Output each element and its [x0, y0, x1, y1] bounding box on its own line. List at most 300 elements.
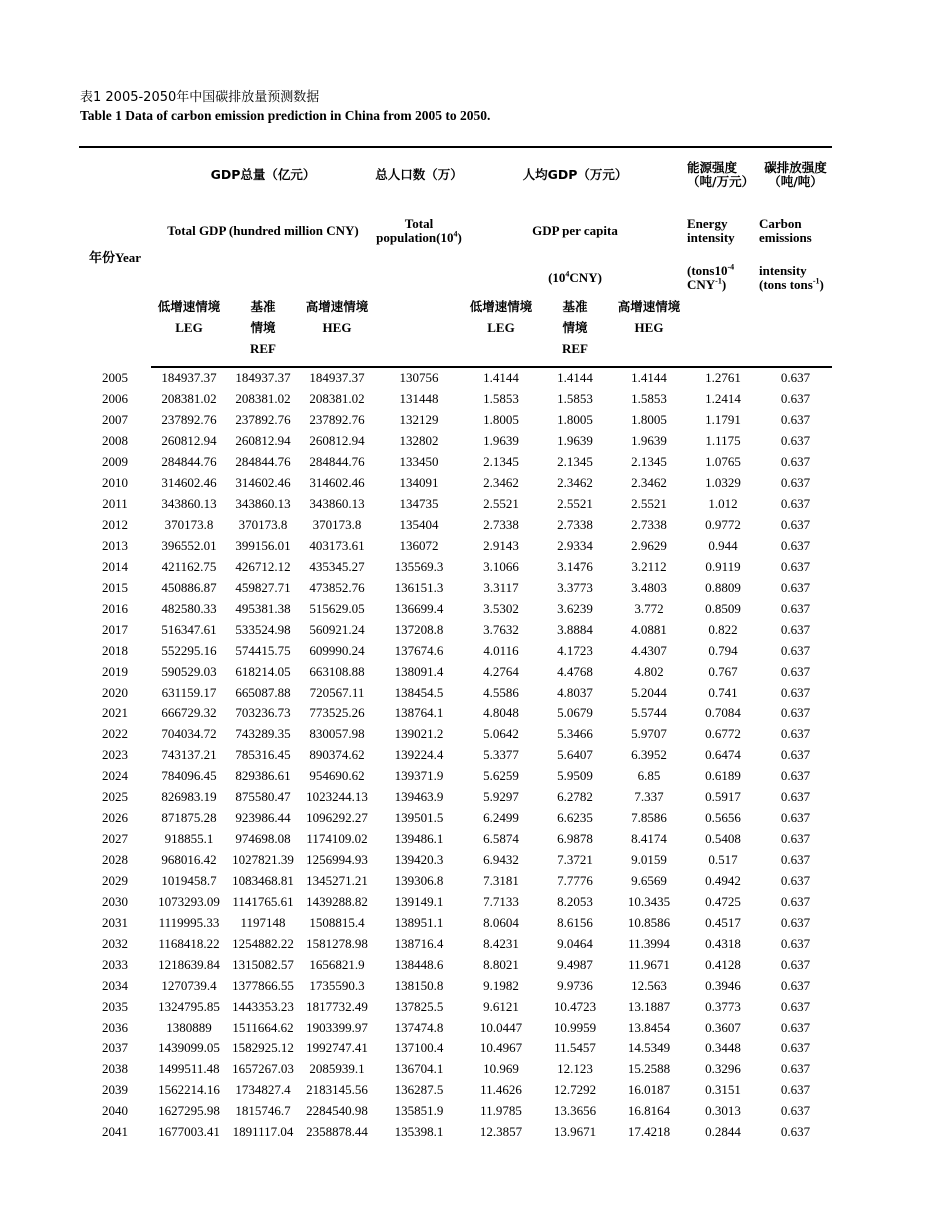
year-cell: 2018	[102, 642, 128, 658]
table-row	[79, 661, 832, 682]
value-cell: 4.8048	[483, 705, 519, 721]
value-cell: 11.9671	[628, 956, 670, 972]
value-cell: 0.6474	[705, 747, 741, 763]
value-cell: 0.637	[780, 831, 811, 847]
value-cell: 135569.3	[394, 558, 444, 574]
value-cell: 3.772	[634, 600, 664, 616]
year-cell: 2017	[102, 621, 128, 637]
value-cell: 1.5853	[483, 391, 519, 407]
value-cell: 0.637	[780, 893, 811, 909]
value-cell: 1508815.4	[309, 914, 365, 930]
table-row	[79, 494, 832, 515]
value-cell: 2.1345	[557, 454, 593, 470]
value-cell: 875580.47	[235, 789, 291, 805]
value-cell: 135404	[399, 517, 439, 533]
year-cell: 2005	[102, 369, 128, 385]
value-cell: 1443353.23	[232, 998, 294, 1014]
value-cell: 184937.37	[309, 370, 365, 386]
value-cell: 9.6569	[631, 872, 667, 888]
value-cell: 13.8454	[627, 1019, 671, 1035]
value-cell: 3.5302	[483, 600, 519, 616]
value-cell: 516347.61	[161, 621, 217, 637]
value-cell: 1.2761	[705, 370, 741, 386]
value-cell: 136287.5	[394, 1082, 444, 1098]
year-cell: 2010	[102, 475, 128, 491]
table-row	[79, 996, 832, 1017]
value-cell: 1.0329	[705, 475, 741, 491]
value-cell: 1627295.98	[158, 1103, 220, 1119]
value-cell: 1.9639	[631, 433, 667, 449]
value-cell: 3.3117	[483, 579, 519, 595]
value-cell: 138716.4	[394, 935, 444, 951]
value-cell: 131448	[399, 391, 439, 407]
value-cell: 138951.1	[394, 914, 444, 930]
value-cell: 6.5874	[483, 831, 519, 847]
table-row	[79, 724, 832, 745]
value-cell: 459827.71	[235, 579, 291, 595]
value-cell: 2358878.44	[306, 1124, 368, 1140]
value-cell: 6.2499	[483, 810, 519, 826]
value-cell: 5.3377	[483, 747, 519, 763]
value-cell: 11.3994	[628, 935, 670, 951]
table-row	[79, 473, 832, 494]
value-cell: 3.4803	[631, 579, 667, 595]
year-cell: 2024	[102, 768, 128, 784]
value-cell: 1019458.7	[161, 872, 217, 888]
year-cell: 2034	[102, 977, 128, 993]
carbon-intensity-unit: intensity (tons tons$^{-1}$)	[759, 263, 824, 292]
table-row	[79, 975, 832, 996]
value-cell: 871875.28	[161, 810, 217, 826]
value-cell: 8.2053	[557, 893, 593, 909]
value-cell: 9.0159	[631, 852, 667, 868]
value-cell: 0.4318	[705, 935, 741, 951]
value-cell: 923986.44	[235, 810, 291, 826]
value-cell: 1.5853	[557, 391, 593, 407]
value-cell: 0.6772	[705, 726, 741, 742]
value-cell: 3.3773	[557, 579, 593, 595]
value-cell: 1345271.21	[306, 872, 368, 888]
carbon-intensity-header-cn: 碳排放强度（吨/吨）	[759, 147, 832, 202]
value-cell: 8.6156	[557, 914, 593, 930]
value-cell: 370173.8	[238, 517, 288, 533]
value-cell: 0.5408	[705, 831, 741, 847]
value-cell: 0.3013	[705, 1103, 741, 1119]
value-cell: 260812.94	[235, 433, 291, 449]
value-cell: 136704.1	[394, 1061, 444, 1077]
value-cell: 284844.76	[235, 454, 291, 470]
value-cell: 5.3466	[557, 726, 593, 742]
value-cell: 918855.1	[164, 831, 214, 847]
value-cell: 237892.76	[235, 412, 291, 428]
value-cell: 968016.42	[161, 852, 217, 868]
value-cell: 10.8586	[627, 914, 671, 930]
value-cell: 2.1345	[483, 454, 519, 470]
value-cell: 1.4144	[631, 370, 667, 386]
value-cell: 1815746.7	[235, 1103, 291, 1119]
gdp-per-capita-header-cn: 人均GDP（万元）	[463, 147, 687, 202]
value-cell: 3.2112	[631, 558, 667, 574]
year-cell: 2020	[102, 684, 128, 700]
value-cell: 0.637	[780, 621, 811, 637]
value-cell: 0.637	[780, 537, 811, 553]
value-cell: 784096.45	[161, 768, 217, 784]
year-cell: 2007	[102, 412, 128, 428]
value-cell: 8.0604	[483, 914, 519, 930]
value-cell: 0.637	[780, 705, 811, 721]
value-cell: 314602.46	[309, 475, 365, 491]
value-cell: 1511664.62	[232, 1019, 294, 1035]
table-row	[79, 682, 832, 703]
value-cell: 0.637	[780, 642, 811, 658]
value-cell: 482580.33	[161, 600, 217, 616]
value-cell: 0.637	[780, 1082, 811, 1098]
value-cell: 830057.98	[309, 726, 365, 742]
carbon-emission-table	[79, 146, 832, 1143]
value-cell: 1677003.41	[158, 1124, 220, 1140]
value-cell: 666729.32	[161, 705, 217, 721]
value-cell: 1.2414	[705, 391, 741, 407]
table-row	[79, 871, 832, 892]
value-cell: 0.637	[780, 496, 811, 512]
leg-header: 低增速情境 LEG	[463, 296, 539, 367]
value-cell: 16.0187	[627, 1082, 671, 1098]
table-row	[79, 619, 832, 640]
value-cell: 0.9119	[705, 558, 741, 574]
table-row	[79, 1080, 832, 1101]
year-cell: 2028	[102, 852, 128, 868]
year-cell: 2022	[102, 726, 128, 742]
value-cell: 0.2844	[705, 1124, 741, 1140]
table-row	[79, 536, 832, 557]
table-row	[79, 640, 832, 661]
value-cell: 1096292.27	[306, 810, 368, 826]
value-cell: 743289.35	[235, 726, 291, 742]
value-cell: 890374.62	[309, 747, 365, 763]
value-cell: 136699.4	[394, 600, 444, 616]
value-cell: 1.0765	[705, 454, 741, 470]
value-cell: 134091	[399, 475, 439, 491]
value-cell: 12.3857	[479, 1124, 523, 1140]
value-cell: 139371.9	[394, 768, 444, 784]
value-cell: 1499511.48	[158, 1061, 220, 1077]
table-row	[79, 410, 832, 431]
value-cell: 2.5521	[557, 496, 593, 512]
table-row	[79, 912, 832, 933]
value-cell: 5.9509	[557, 768, 593, 784]
year-cell: 2013	[102, 537, 128, 553]
value-cell: 574415.75	[235, 642, 291, 658]
value-cell: 0.637	[780, 935, 811, 951]
year-cell: 2012	[102, 517, 128, 533]
table-row	[79, 1101, 832, 1122]
value-cell: 184937.37	[235, 370, 291, 386]
value-cell: 6.3952	[631, 747, 667, 763]
value-cell: 139224.4	[394, 747, 444, 763]
value-cell: 8.8021	[483, 956, 519, 972]
value-cell: 370173.8	[312, 517, 362, 533]
value-cell: 1218639.84	[158, 956, 220, 972]
value-cell: 138150.8	[394, 977, 444, 993]
value-cell: 495381.38	[235, 600, 291, 616]
value-cell: 0.637	[780, 412, 811, 428]
value-cell: 0.637	[780, 747, 811, 763]
table-row	[79, 1122, 832, 1143]
value-cell: 0.767	[708, 663, 738, 679]
value-cell: 2284540.98	[306, 1103, 368, 1119]
year-header: 年份Year	[79, 147, 151, 367]
value-cell: 704034.72	[161, 726, 217, 742]
value-cell: 137100.4	[394, 1040, 444, 1056]
value-cell: 343860.13	[235, 496, 291, 512]
table-header	[79, 147, 832, 367]
value-cell: 0.5656	[705, 810, 741, 826]
year-cell: 2027	[102, 831, 128, 847]
value-cell: 3.7632	[483, 621, 519, 637]
value-cell: 15.2588	[627, 1061, 671, 1077]
value-cell: 2.7338	[557, 517, 593, 533]
value-cell: 4.8037	[557, 684, 593, 700]
value-cell: 1.9639	[557, 433, 593, 449]
value-cell: 11.9785	[480, 1103, 522, 1119]
value-cell: 314602.46	[235, 475, 291, 491]
value-cell: 1992747.41	[306, 1040, 368, 1056]
value-cell: 1582925.12	[232, 1040, 294, 1056]
value-cell: 0.637	[780, 370, 811, 386]
value-cell: 343860.13	[161, 496, 217, 512]
value-cell: 8.4231	[483, 935, 519, 951]
value-cell: 1197148	[240, 914, 286, 930]
value-cell: 9.1982	[483, 977, 519, 993]
table-caption-cn: 表1 2005-2050年中国碳排放量预测数据	[80, 90, 320, 105]
value-cell: 1174109.02	[306, 831, 368, 847]
value-cell: 2.3462	[557, 475, 593, 491]
value-cell: 17.4218	[627, 1124, 671, 1140]
year-cell: 2041	[102, 1124, 128, 1140]
table-row	[79, 829, 832, 850]
value-cell: 954690.62	[309, 768, 365, 784]
value-cell: 1656821.9	[309, 956, 365, 972]
value-cell: 0.637	[780, 475, 811, 491]
value-cell: 5.9707	[631, 726, 667, 742]
year-cell: 2040	[102, 1103, 128, 1119]
value-cell: 2.3462	[631, 475, 667, 491]
energy-intensity-header-cn: 能源强度（吨/万元）	[687, 147, 759, 202]
value-cell: 136151.3	[394, 579, 444, 595]
value-cell: 260812.94	[161, 433, 217, 449]
value-cell: 134735	[399, 496, 439, 512]
value-cell: 0.637	[780, 726, 811, 742]
value-cell: 1.012	[708, 496, 738, 512]
value-cell: 10.4967	[479, 1040, 523, 1056]
value-cell: 1657267.03	[232, 1061, 294, 1077]
value-cell: 0.637	[780, 810, 811, 826]
value-cell: 4.4768	[557, 663, 593, 679]
year-cell: 2015	[102, 579, 128, 595]
value-cell: 7.3181	[483, 872, 519, 888]
value-cell: 9.6121	[483, 998, 519, 1014]
value-cell: 208381.02	[161, 391, 217, 407]
value-cell: 8.4174	[631, 831, 667, 847]
value-cell: 1.4144	[483, 370, 519, 386]
value-cell: 2183145.56	[306, 1082, 368, 1098]
value-cell: 0.4725	[705, 893, 741, 909]
value-cell: 137825.5	[394, 998, 444, 1014]
value-cell: 426712.12	[235, 558, 291, 574]
table-row	[79, 891, 832, 912]
year-cell: 2023	[102, 747, 128, 763]
value-cell: 6.9432	[483, 852, 519, 868]
year-cell: 2009	[102, 454, 128, 470]
value-cell: 1.5853	[631, 391, 667, 407]
year-cell: 2008	[102, 433, 128, 449]
value-cell: 1.8005	[483, 412, 519, 428]
value-cell: 3.1476	[557, 558, 593, 574]
value-cell: 4.2764	[483, 663, 519, 679]
value-cell: 2.3462	[483, 475, 519, 491]
value-cell: 4.0116	[483, 642, 519, 658]
value-cell: 0.637	[780, 956, 811, 972]
value-cell: 370173.8	[164, 517, 214, 533]
value-cell: 2.5521	[483, 496, 519, 512]
value-cell: 2.9143	[483, 537, 519, 553]
value-cell: 260812.94	[309, 433, 365, 449]
value-cell: 1254882.22	[232, 935, 294, 951]
value-cell: 0.6189	[705, 768, 741, 784]
value-cell: 14.5349	[627, 1040, 671, 1056]
value-cell: 135851.9	[394, 1103, 444, 1119]
value-cell: 785316.45	[235, 747, 291, 763]
year-cell: 2016	[102, 600, 128, 616]
value-cell: 284844.76	[309, 454, 365, 470]
table-row	[79, 787, 832, 808]
value-cell: 618214.05	[235, 663, 291, 679]
table-row	[79, 933, 832, 954]
carbon-intensity-header-en: Carbon emissions	[759, 216, 812, 245]
year-cell: 2021	[102, 705, 128, 721]
table-caption-en: Table 1 Data of carbon emission prediction in China from 2005 to 2050.	[80, 108, 491, 123]
value-cell: 560921.24	[309, 621, 365, 637]
value-cell: 137208.8	[394, 621, 444, 637]
value-cell: 2.7338	[483, 517, 519, 533]
value-cell: 590529.03	[161, 663, 217, 679]
value-cell: 0.3773	[705, 998, 741, 1014]
value-cell: 0.5917	[705, 789, 741, 805]
value-cell: 208381.02	[235, 391, 291, 407]
value-cell: 139486.1	[394, 831, 444, 847]
value-cell: 0.637	[780, 579, 811, 595]
table-row	[79, 367, 832, 389]
value-cell: 3.6239	[557, 600, 593, 616]
value-cell: 473852.76	[309, 579, 365, 595]
year-cell: 2019	[102, 663, 128, 679]
value-cell: 1377866.55	[232, 977, 294, 993]
value-cell: 135398.1	[394, 1124, 444, 1140]
value-cell: 609990.24	[309, 642, 365, 658]
value-cell: 1439288.82	[306, 893, 368, 909]
value-cell: 2.5521	[631, 496, 667, 512]
value-cell: 10.0447	[479, 1019, 523, 1035]
value-cell: 0.637	[780, 768, 811, 784]
value-cell: 0.637	[780, 1124, 811, 1140]
value-cell: 0.794	[708, 642, 738, 658]
value-cell: 137474.8	[394, 1019, 444, 1035]
value-cell: 631159.17	[161, 684, 217, 700]
value-cell: 4.1723	[557, 642, 593, 658]
year-cell: 2031	[102, 914, 128, 930]
value-cell: 130756	[399, 370, 439, 386]
value-cell: 6.6235	[557, 810, 593, 826]
value-cell: 5.9297	[483, 789, 519, 805]
table-row	[79, 766, 832, 787]
value-cell: 314602.46	[161, 475, 217, 491]
value-cell: 7.337	[634, 789, 664, 805]
value-cell: 5.0642	[483, 726, 519, 742]
value-cell: 1168418.22	[158, 935, 220, 951]
value-cell: 0.637	[780, 1103, 811, 1119]
year-cell: 2032	[102, 935, 128, 951]
value-cell: 399156.01	[235, 537, 291, 553]
ref-header: 基准 情境 REF	[539, 296, 611, 367]
year-cell: 2038	[102, 1061, 128, 1077]
value-cell: 5.6259	[483, 768, 519, 784]
value-cell: 1119995.33	[158, 914, 220, 930]
value-cell: 7.8586	[631, 810, 667, 826]
value-cell: 7.7133	[483, 893, 519, 909]
value-cell: 2.7338	[631, 517, 667, 533]
value-cell: 5.6407	[557, 747, 593, 763]
year-cell: 2030	[102, 893, 128, 909]
value-cell: 16.8164	[627, 1103, 671, 1119]
value-cell: 1581278.98	[306, 935, 368, 951]
value-cell: 139501.5	[394, 810, 444, 826]
value-cell: 0.637	[780, 454, 811, 470]
value-cell: 2085939.1	[309, 1061, 365, 1077]
value-cell: 665087.88	[235, 684, 291, 700]
value-cell: 132802	[399, 433, 439, 449]
value-cell: 138091.4	[394, 663, 444, 679]
value-cell: 0.637	[780, 1019, 811, 1035]
value-cell: 13.3656	[553, 1103, 597, 1119]
value-cell: 4.5586	[483, 684, 519, 700]
table-row	[79, 389, 832, 410]
value-cell: 0.637	[780, 600, 811, 616]
value-cell: 12.563	[631, 977, 667, 993]
value-cell: 450886.87	[161, 579, 217, 595]
value-cell: 1903399.97	[306, 1019, 368, 1035]
value-cell: 1439099.05	[158, 1040, 220, 1056]
value-cell: 4.4307	[631, 642, 667, 658]
energy-intensity-header-en: Energy intensity	[687, 216, 735, 245]
value-cell: 1073293.09	[158, 893, 220, 909]
value-cell: 4.802	[634, 663, 664, 679]
value-cell: 0.4517	[705, 914, 741, 930]
value-cell: 0.637	[780, 852, 811, 868]
value-cell: 6.9878	[557, 831, 593, 847]
table-body	[79, 367, 832, 1143]
value-cell: 533524.98	[235, 621, 291, 637]
value-cell: 11.5457	[554, 1040, 596, 1056]
value-cell: 0.8509	[705, 600, 741, 616]
value-cell: 773525.26	[309, 705, 365, 721]
value-cell: 1027821.39	[232, 852, 294, 868]
value-cell: 184937.37	[161, 370, 217, 386]
value-cell: 138764.1	[394, 705, 444, 721]
value-cell: 139021.2	[394, 726, 444, 742]
value-cell: 12.7292	[553, 1082, 597, 1098]
value-cell: 1.4144	[557, 370, 593, 386]
value-cell: 139306.8	[394, 872, 444, 888]
